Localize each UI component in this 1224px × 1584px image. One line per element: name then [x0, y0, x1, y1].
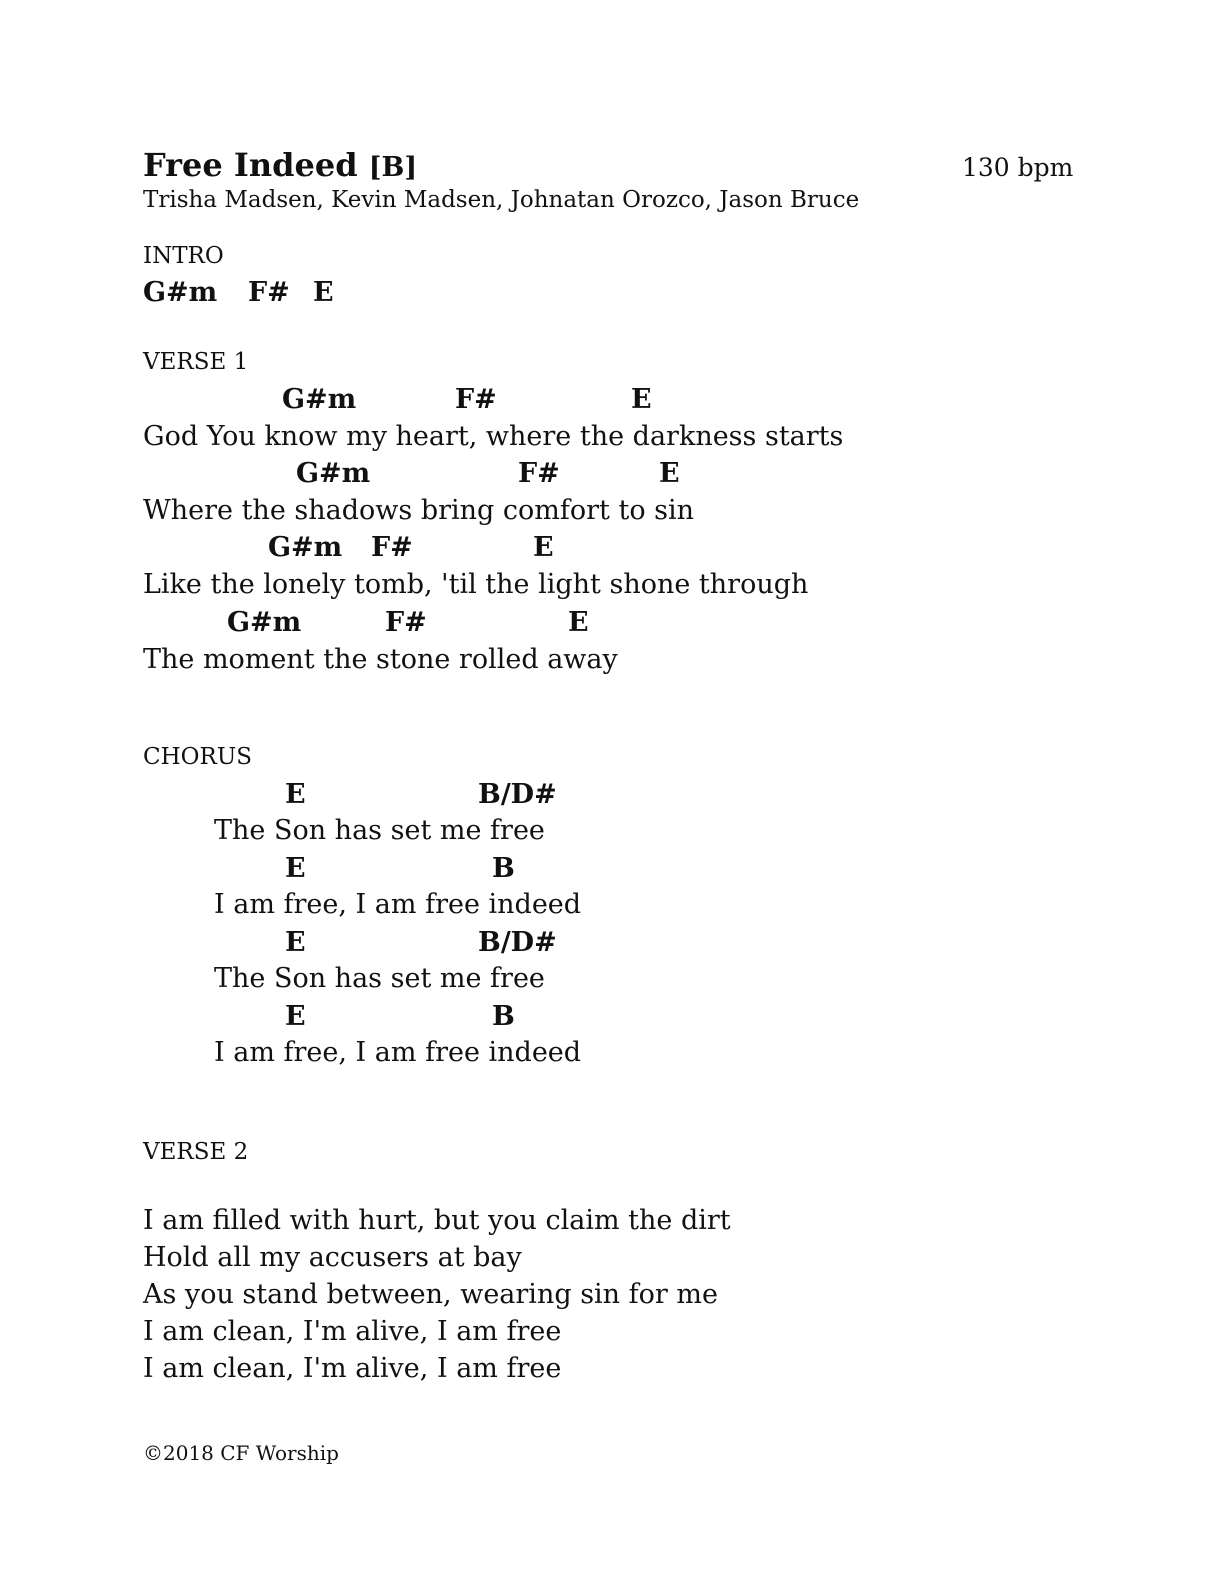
chord: G#m	[296, 458, 371, 489]
chord: E	[568, 607, 589, 638]
chord: B/D#	[478, 779, 557, 810]
lyric-line: The Son has set me free	[214, 963, 545, 994]
lyric-line: I am free, I am free indeed	[214, 1037, 582, 1068]
chord: G#m	[227, 607, 302, 638]
chord: G#m	[282, 384, 357, 415]
lyric-line: Where the shadows bring comfort to sin	[143, 495, 695, 526]
section-label-verse-2: VERSE 2	[143, 1139, 249, 1165]
chord: F#	[518, 458, 560, 489]
lyric-line: I am free, I am free indeed	[214, 889, 582, 920]
lyric-line: I am clean, I'm alive, I am free	[143, 1353, 562, 1384]
chord: E	[285, 853, 306, 884]
chord: F#	[455, 384, 497, 415]
lyric-line: I am clean, I'm alive, I am free	[143, 1316, 562, 1347]
chord: E	[659, 458, 680, 489]
chord: F#	[385, 607, 427, 638]
copyright: ©2018 CF Worship	[143, 1441, 339, 1465]
section-label-intro: INTRO	[143, 243, 224, 269]
chord: E	[313, 277, 334, 308]
lyric-line: Hold all my accusers at bay	[143, 1242, 522, 1273]
song-key: [B]	[368, 152, 418, 183]
section-label-verse-1: VERSE 1	[143, 349, 249, 375]
chord: B	[492, 853, 515, 884]
chord: E	[631, 384, 652, 415]
chord: F#	[248, 277, 290, 308]
lyric-line: Like the lonely tomb, 'til the light shone through	[143, 569, 809, 600]
song-title-text: Free Indeed	[143, 146, 358, 184]
chord: E	[285, 1001, 306, 1032]
lyric-line: I am filled with hurt, but you claim the dirt	[143, 1205, 731, 1236]
chord: G#m	[268, 532, 343, 563]
lyric-line: God You know my heart, where the darkness starts	[143, 421, 844, 452]
chord: F#	[371, 532, 413, 563]
chord: E	[285, 927, 306, 958]
tempo: 130 bpm	[962, 153, 1074, 182]
chord: G#m	[143, 277, 218, 308]
lyric-line: As you stand between, wearing sin for me	[143, 1279, 718, 1310]
chord: B	[492, 1001, 515, 1032]
chord: E	[533, 532, 554, 563]
song-title	[143, 146, 417, 184]
lyric-line: The Son has set me free	[214, 815, 545, 846]
chord: E	[285, 779, 306, 810]
chord: B/D#	[478, 927, 557, 958]
section-label-chorus: CHORUS	[143, 744, 252, 770]
lyric-line: The moment the stone rolled away	[143, 644, 618, 675]
songwriters: Trisha Madsen, Kevin Madsen, Johnatan Orozco, Jason Bruce	[143, 187, 860, 213]
